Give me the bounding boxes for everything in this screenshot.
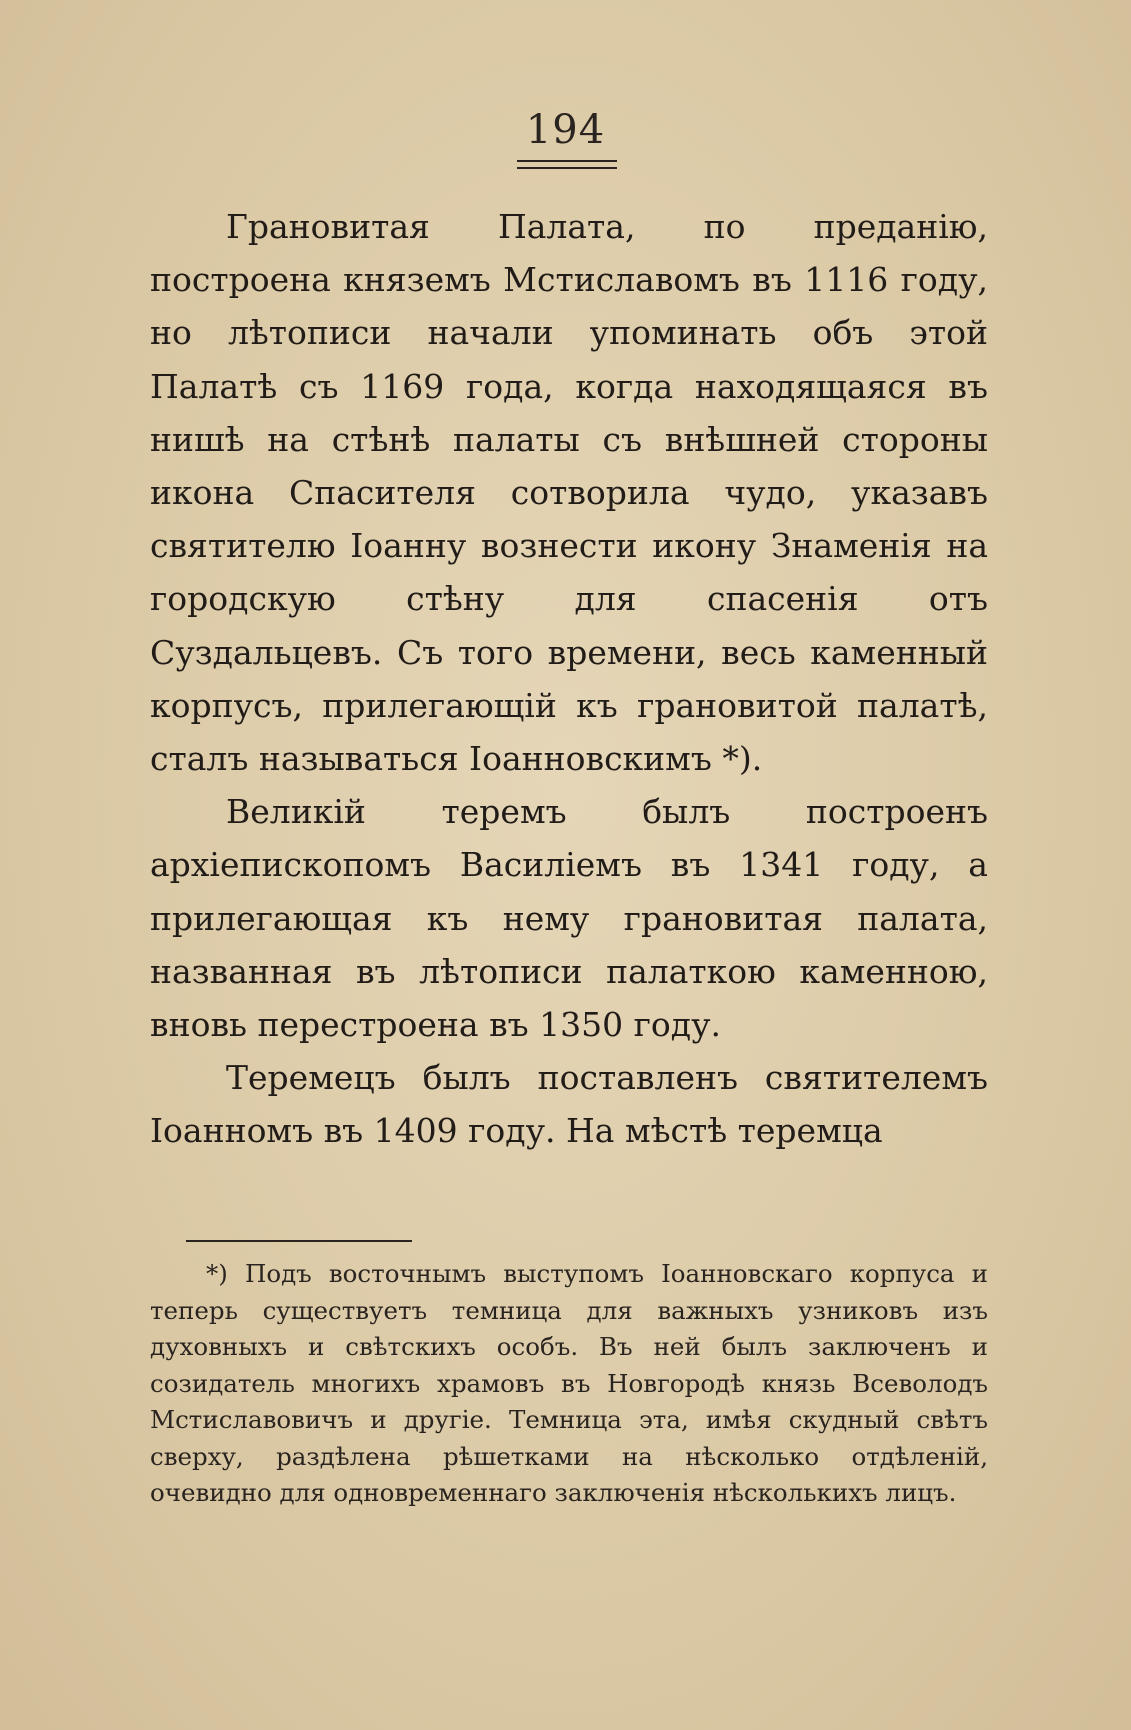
paragraph-2: Великій теремъ былъ построенъ архіепископомъ Василіемъ въ 1341 году, а прилегающая къ нему грановитая палата, названная въ лѣтописи палаткою каменною, вновь перестроена въ 1350 году. xyxy=(150,792,988,1045)
header-double-rule xyxy=(517,160,617,169)
footnote-separator xyxy=(186,1240,412,1242)
main-text xyxy=(150,200,988,1158)
page-header xyxy=(0,108,1131,152)
paragraph-1: Грановитая Палата, по преданію, построена княземъ Мстиславомъ въ 1116 году, но лѣтописи начали упоминать объ этой Палатѣ съ 1169 года, когда находящаяся въ нишѣ на стѣнѣ палаты съ внѣшней стороны икона Спасителя сотворила чудо, указавъ святителю Іоанну вознести икону Знаменія на городскую стѣну для спасенія отъ Суздальцевъ. Съ того времени, весь каменный корпусъ, прилегающій къ грановитой палатѣ, сталъ называться Іоанновскимъ *). xyxy=(150,207,988,779)
paragraph-3: Теремецъ былъ поставленъ святителемъ Іоанномъ въ 1409 году. На мѣстѣ теремца xyxy=(150,1058,988,1151)
page-number: 194 xyxy=(525,107,606,153)
footnote: *) Подъ восточнымъ выступомъ Іоанновскаго корпуса и теперь существуетъ темница для важныхъ узниковъ изъ духовныхъ и свѣтскихъ особъ. Въ ней былъ заключенъ и созидатель многихъ храмовъ въ Новгородѣ князь Всеволодъ Мстиславовичъ и другіе. Темница эта, имѣя скудный свѣтъ сверху, раздѣлена рѣшетками на нѣсколько отдѣленій, очевидно для одновременнаго заключенія нѣсколькихъ лицъ. xyxy=(150,1259,988,1507)
